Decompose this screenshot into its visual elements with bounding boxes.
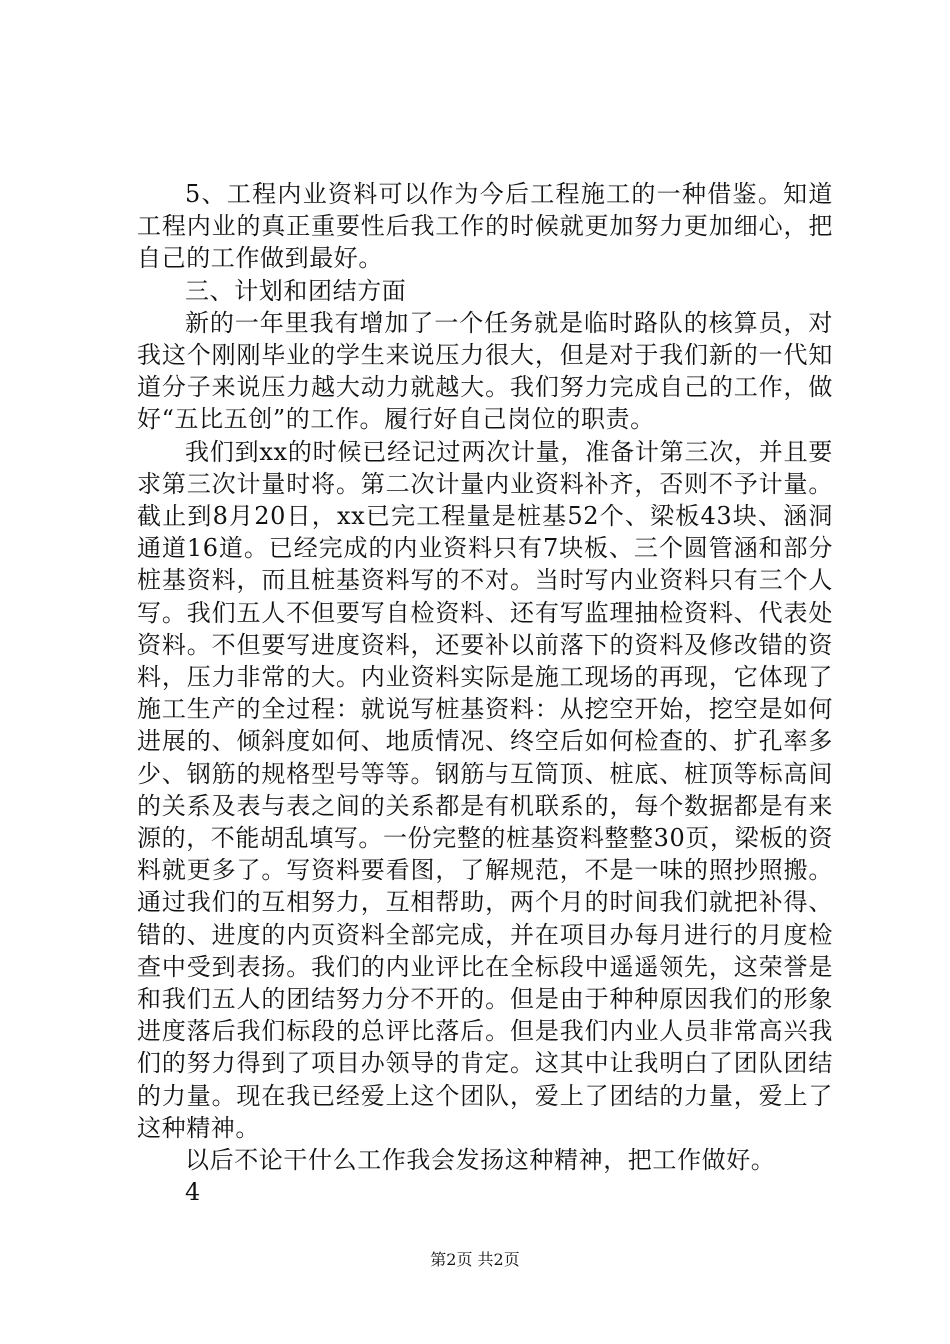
section-heading-planning-unity: 三、计划和团结方面 (185, 276, 407, 305)
document-body (137, 178, 833, 1209)
paragraph-engineering-records: 5、工程内业资料可以作为今后工程施工的一种借鉴。知道工程内业的真正重要性后我工作的时候就更加努力更加细心，把自己的工作做到最好。 (137, 180, 833, 273)
paragraph-closing: 以后不论干什么工作我会发扬这种精神，把工作做好。 (185, 1146, 776, 1175)
page-footer: 第2页 共2页 (430, 1250, 520, 1269)
stray-page-number: 4 (185, 1178, 201, 1207)
paragraph-new-year-task: 新的一年里我有增加了一个任务就是临时路队的核算员，对我这个刚刚毕业的学生来说压力很大，但是对于我们新的一代知道分子来说压力越大动力就越大。我们努力完成自己的工作，做好“五比五创”的工作。履行好自己岗位的职责。 (137, 308, 833, 434)
paragraph-measurement-records: 我们到xx的时候已经记过两次计量，准备计第三次，并且要求第三次计量时将。第二次计量内业资料补齐，否则不予计量。截止到8月20日，xx已完工程量是桩基52个、梁板43块、涵洞通道16道。已经完成的内业资料只有7块板、三个圆管涵和部分桩基资料，而且桩基资料写的不对。当时写内业资料只有三个人写。我们五人不但要写自检资料、还有写监理抽检资料、代表处资料。不但要写进度资料，还要补以前落下的资料及修改错的资料，压力非常的大。内业资料实际是施工现场的再现，它体现了施工生产的全过程：就说写桩基资料：从挖空开始，挖空是如何进展的、倾斜度如何、地质情况、终空后如何检查的、扩孔率多少、钢筋的规格型号等等。钢筋与互筒顶、桩底、桩顶等标高间的关系及表与表之间的关系都是有机联系的，每个数据都是有来源的，不能胡乱填写。一份完整的桩基资料整整30页，梁板的资料就更多了。写资料要看图，了解规范，不是一味的照抄照搬。通过我们的互相努力，互相帮助，两个月的时间我们就把补得、错的、进度的内页资料全部完成，并在项目办每月进行的月度检查中受到表扬。我们的内业评比在全标段中遥遥领先，这荣誉是和我们五人的团结努力分不开的。但是由于种种原因我们的形象进度落后我们标段的总评比落后。但是我们内业人员非常高兴我们的努力得到了项目办领导的肯定。这其中让我明白了团队团结的力量。现在我已经爱上这个团队，爱上了团结的力量，爱上了这种精神。 (137, 437, 833, 1142)
